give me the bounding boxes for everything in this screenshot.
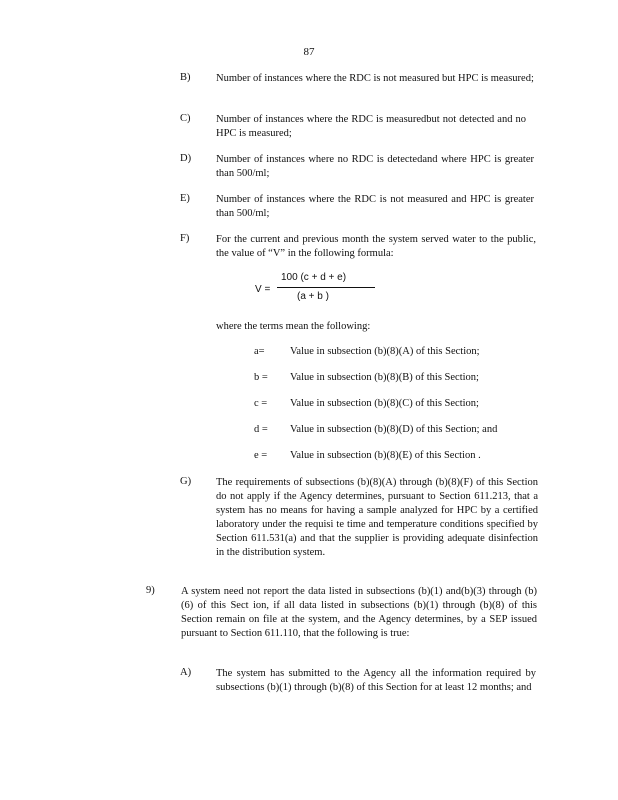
item-text-c: Number of instances where the RDC is measuredbut not detected and no HPC is measured;	[216, 114, 526, 139]
where-text: where the terms mean the following:	[216, 321, 371, 332]
definition-term: d =	[254, 424, 268, 435]
item-label-9: 9)	[146, 585, 155, 596]
page-number: 87	[303, 46, 315, 58]
formula-denominator: (a + b )	[297, 291, 329, 302]
definition-text: Value in subsection (b)(8)(E) of this Section .	[290, 450, 481, 461]
item-label-e: E)	[180, 193, 190, 204]
formula-lhs: V =	[255, 284, 271, 295]
item-label-g: G)	[180, 476, 192, 487]
definition-row	[254, 450, 554, 464]
item-text-d: Number of instances where no RDC is detectedand where HPC is greater than 500/ml;	[216, 154, 534, 179]
definition-text: Value in subsection (b)(8)(A) of this Section;	[290, 346, 480, 357]
fraction-bar	[277, 287, 375, 288]
item-text-e: Number of instances where the RDC is not measured and HPC is greater than 500/ml;	[216, 194, 534, 219]
item-text-f: For the current and previous month the system served water to the public, the value of “V” in the following formula:	[216, 234, 536, 259]
definition-row	[254, 424, 554, 438]
item-label-b: B)	[180, 72, 191, 83]
definition-term: e =	[254, 450, 268, 461]
item-text-9: A system need not report the data listed in subsections (b)(1) and(b)(3) through (b)(6) of this Sect ion, if all data listed in subsections (b)(1) through (b)(8) of this Section remain on file at the system, and the Agency determines, by a SEP issued pursuant to Section 611.110, that the following is true:	[181, 586, 537, 639]
definition-row	[254, 372, 554, 386]
definition-text: Value in subsection (b)(8)(C) of this Section;	[290, 398, 479, 409]
definition-row	[254, 346, 554, 360]
definition-row	[254, 398, 554, 412]
item-label-c: C)	[180, 113, 191, 124]
item-text-b: Number of instances where the RDC is not measured but HPC is measured;	[216, 73, 534, 84]
definition-text: Value in subsection (b)(8)(D) of this Section; and	[290, 424, 498, 435]
definition-text: Value in subsection (b)(8)(B) of this Section;	[290, 372, 479, 383]
item-text-9a: The system has submitted to the Agency all the information required by subsections (b)(1) through (b)(8) of this Section for at least 12 months; and	[216, 668, 536, 693]
item-label-9a: A)	[180, 667, 192, 678]
definition-term: a=	[254, 346, 265, 357]
item-label-f: F)	[180, 233, 190, 244]
item-text-g: The requirements of subsections (b)(8)(A) through (b)(8)(F) of this Section do not apply if the Agency determines, pursuant to Section 611.213, that a system has no means for having a sample analyzed for HPC by a certified laboratory under the requisi te time and temperature conditions specified by Section 611.531(a) and that the supplier is providing adequate disinfection in the distribution system.	[216, 477, 538, 558]
formula-numerator: 100 (c + d + e)	[281, 272, 347, 283]
v-formula	[255, 272, 375, 308]
definition-term: c =	[254, 398, 268, 409]
item-label-d: D)	[180, 153, 192, 164]
definition-term: b =	[254, 372, 268, 383]
